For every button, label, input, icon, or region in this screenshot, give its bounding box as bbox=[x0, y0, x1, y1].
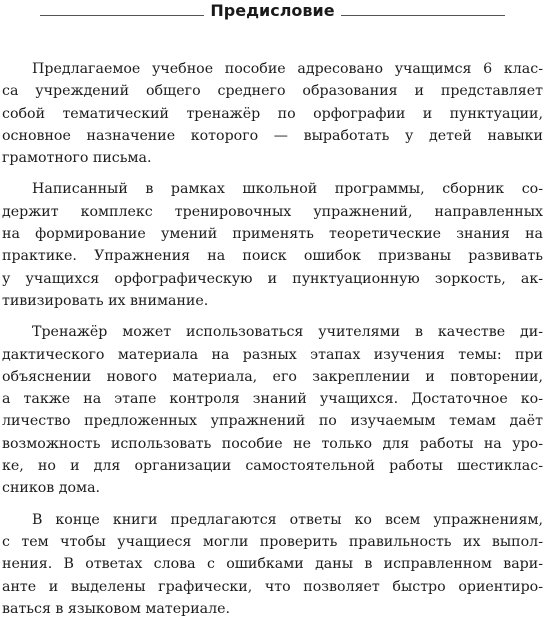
text-line: практике. Упражнения на поиск ошибок призваны развивать bbox=[2, 248, 543, 265]
text-line: грамотного письма. bbox=[2, 150, 152, 167]
text-line: сников дома. bbox=[2, 480, 101, 497]
text-line: у учащихся орфографическую и пунктуационную зоркость, ак- bbox=[2, 270, 543, 287]
text-line: ке, но и для организации самостоятельной работы шестиклас- bbox=[2, 458, 543, 475]
paragraph-4 bbox=[2, 509, 543, 620]
text-line: основное назначение которого — выработать у детей навыки bbox=[2, 127, 543, 144]
text-line: Тренажёр может использоваться учителями в качестве ди- bbox=[32, 324, 543, 341]
text-line: нения. В ответах слова с ошибками даны в исправленном вари- bbox=[2, 556, 543, 573]
text-line: Написанный в рамках школьной программы, сборник со- bbox=[32, 181, 543, 198]
text-line: на формирование умений применять теоретические знания на bbox=[2, 226, 543, 243]
text-line: ваться в языковом материале. bbox=[2, 600, 231, 617]
page-heading bbox=[0, 0, 545, 22]
text-line: собой тематический тренажёр по орфографии и пунктуации, bbox=[2, 105, 543, 122]
text-line: са учреждений общего среднего образования и представляет bbox=[2, 83, 543, 100]
text-line: дактического материала на разных этапах изучения темы: при bbox=[2, 346, 543, 363]
text-line: объяснении нового материала, его закреплении и повторении, bbox=[2, 368, 543, 385]
text-line: анте и выделены графически, что позволяет быстро ориентиро- bbox=[2, 578, 543, 595]
text-line: личество предложенных упражнений по изучаемым темам даёт bbox=[2, 413, 543, 430]
paragraph-3 bbox=[2, 321, 543, 499]
text-line: тивизировать их внимание. bbox=[2, 292, 209, 309]
text-line: В конце книги предлагаются ответы ко всем упражнениям, bbox=[32, 511, 543, 528]
text-line: с тем чтобы учащиеся могли проверить правильность их выпол- bbox=[2, 533, 543, 550]
heading-text: Предисловие bbox=[204, 0, 340, 22]
text-line: а также на этапе контроля знаний учащихся. Достаточное ко- bbox=[2, 391, 543, 408]
text-line: держит комплекс тренировочных упражнений, направленных bbox=[2, 203, 543, 220]
paragraph-2 bbox=[2, 178, 543, 312]
paragraph-1 bbox=[2, 58, 543, 169]
text-line: возможность использовать пособие не только для работы на уро- bbox=[2, 435, 543, 452]
text-line: Предлагаемое учебное пособие адресовано учащимся 6 клас- bbox=[32, 61, 543, 77]
preface-body bbox=[2, 58, 543, 629]
